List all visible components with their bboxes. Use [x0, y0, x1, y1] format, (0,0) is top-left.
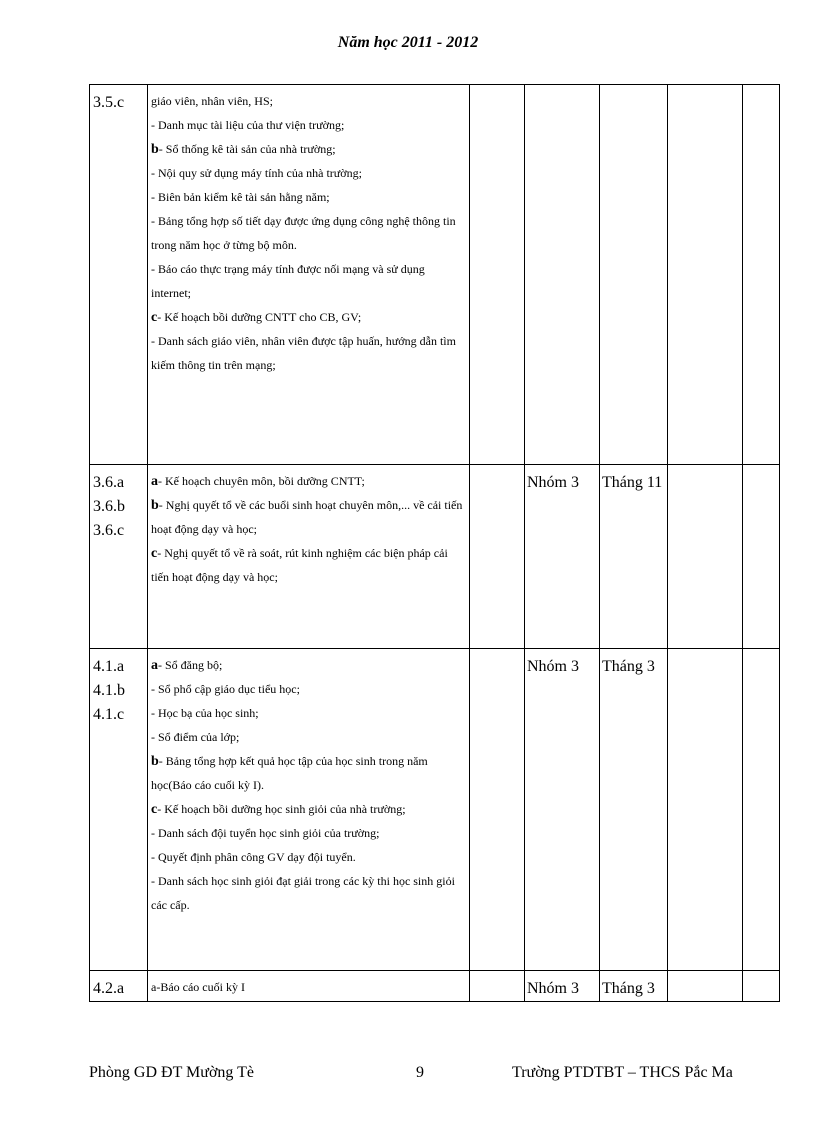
- evidence-text: - Kế hoạch bồi dưỡng CNTT cho CB, GV;: [157, 310, 362, 324]
- responsible-group-cell: [525, 85, 600, 465]
- evidence-line: [151, 653, 467, 677]
- deadline-month-cell: Tháng 3: [600, 971, 668, 1002]
- footer-school: Trường PTDTBT – THCS Pắc Ma: [512, 1064, 733, 1081]
- evidence-table: [89, 84, 780, 1002]
- evidence-text: - Sổ đăng bộ;: [158, 658, 223, 672]
- page-header: Năm học 2011 - 2012: [337, 34, 479, 51]
- table-row: [90, 85, 780, 465]
- item-marker: c: [151, 546, 158, 561]
- criterion-code: 4.2.a: [93, 980, 125, 997]
- evidence-list-cell: [148, 971, 470, 1002]
- evidence-line: [151, 305, 467, 329]
- criterion-code: 4.1.b: [93, 682, 125, 699]
- responsible-group-cell: Nhóm 3: [525, 649, 600, 971]
- evidence-line: - Danh sách giáo viên, nhân viên được tập huấn, hướng dẫn tìm: [151, 334, 456, 348]
- evidence-line: - Biên bản kiểm kê tài sản hằng năm;: [151, 190, 330, 204]
- evidence-text: - Sổ thống kê tài sản của nhà trường;: [158, 142, 336, 156]
- criterion-code: 3.5.c: [93, 94, 125, 111]
- evidence-line: giáo viên, nhân viên, HS;: [151, 94, 273, 108]
- evidence-line: - Sổ điểm của lớp;: [151, 730, 240, 744]
- responsible-group-cell: Nhóm 3: [525, 971, 600, 1002]
- empty-cell: [470, 649, 525, 971]
- evidence-line: - Danh sách học sinh giỏi đạt giải trong các kỳ thi học sinh giỏi: [151, 874, 455, 888]
- evidence-line: [151, 749, 467, 773]
- deadline-month-cell: [600, 85, 668, 465]
- criterion-code: 3.6.c: [93, 522, 125, 539]
- evidence-list-cell: [148, 649, 470, 971]
- empty-cell: [470, 85, 525, 465]
- evidence-line: - Quyết định phân công GV dạy đội tuyển.: [151, 850, 356, 864]
- empty-cell: [668, 85, 743, 465]
- evidence-line: [151, 493, 467, 517]
- empty-cell: [743, 85, 780, 465]
- evidence-line: - Báo cáo thực trạng máy tính được nối mạng và sử dụng: [151, 262, 425, 276]
- criterion-code-cell: [90, 971, 148, 1002]
- evidence-line: - Bảng tổng hợp số tiết dạy được ứng dụng công nghệ thông tin: [151, 214, 456, 228]
- item-marker: c: [151, 802, 158, 817]
- evidence-line: - Sổ phổ cập giáo dục tiểu học;: [151, 682, 300, 696]
- evidence-line: - Học bạ của học sinh;: [151, 706, 259, 720]
- criterion-code: 3.6.a: [93, 474, 125, 491]
- criterion-code-cell: [90, 649, 148, 971]
- evidence-list-cell: [148, 85, 470, 465]
- evidence-line: - Danh sách đội tuyển học sinh giỏi của trường;: [151, 826, 380, 840]
- evidence-text: - Kế hoạch chuyên môn, bồi dưỡng CNTT;: [158, 474, 365, 488]
- page-number: 9: [416, 1064, 424, 1081]
- item-marker: b: [151, 754, 159, 769]
- evidence-line: kiếm thông tin trên mạng;: [151, 358, 276, 372]
- item-marker: c: [151, 310, 158, 325]
- evidence-text: - Nghị quyết tổ về rà soát, rút kinh nghiệm các biện pháp cải: [157, 546, 448, 560]
- evidence-line: [151, 469, 467, 493]
- item-marker: a: [151, 474, 158, 489]
- deadline-month-cell: Tháng 3: [600, 649, 668, 971]
- evidence-line: [151, 541, 467, 565]
- empty-cell: [743, 971, 780, 1002]
- evidence-line: a-Báo cáo cuối kỳ I: [151, 980, 245, 994]
- empty-cell: [668, 971, 743, 1002]
- evidence-text: - Kế hoạch bồi dưỡng học sinh giỏi của nhà trường;: [157, 802, 406, 816]
- table-row: [90, 465, 780, 649]
- item-marker: b: [151, 142, 159, 157]
- criterion-code: 3.6.b: [93, 498, 125, 515]
- item-marker: b: [151, 498, 159, 513]
- empty-cell: [668, 649, 743, 971]
- evidence-line: [151, 797, 467, 821]
- evidence-line: tiến hoạt động dạy và học;: [151, 570, 278, 584]
- criterion-code: 4.1.a: [93, 658, 125, 675]
- criterion-code: 4.1.c: [93, 706, 125, 723]
- deadline-month-cell: Tháng 11: [600, 465, 668, 649]
- empty-cell: [470, 971, 525, 1002]
- responsible-group-cell: Nhóm 3: [525, 465, 600, 649]
- item-marker: a: [151, 658, 158, 673]
- evidence-text: - Nghị quyết tổ về các buổi sinh hoạt chuyên môn,... về cải tiến: [158, 498, 463, 512]
- evidence-list-cell: [148, 465, 470, 649]
- table-row: [90, 649, 780, 971]
- evidence-line: - Nội quy sử dụng máy tính của nhà trường;: [151, 166, 362, 180]
- evidence-line: hoạt động dạy và học;: [151, 522, 257, 536]
- criterion-code-cell: [90, 85, 148, 465]
- evidence-line: [151, 137, 467, 161]
- evidence-line: internet;: [151, 286, 191, 300]
- empty-cell: [743, 649, 780, 971]
- footer-office: Phòng GD ĐT Mường Tè: [89, 1064, 254, 1081]
- empty-cell: [470, 465, 525, 649]
- table-row: [90, 971, 780, 1002]
- empty-cell: [743, 465, 780, 649]
- evidence-text: - Bảng tổng hợp kết quả học tập của học sinh trong năm: [158, 754, 428, 768]
- evidence-line: học(Báo cáo cuối kỳ I).: [151, 778, 264, 792]
- empty-cell: [668, 465, 743, 649]
- criterion-code-cell: [90, 465, 148, 649]
- evidence-line: - Danh mục tài liệu của thư viện trường;: [151, 118, 345, 132]
- evidence-line: trong năm học ở từng bộ môn.: [151, 238, 297, 252]
- evidence-line: các cấp.: [151, 898, 190, 912]
